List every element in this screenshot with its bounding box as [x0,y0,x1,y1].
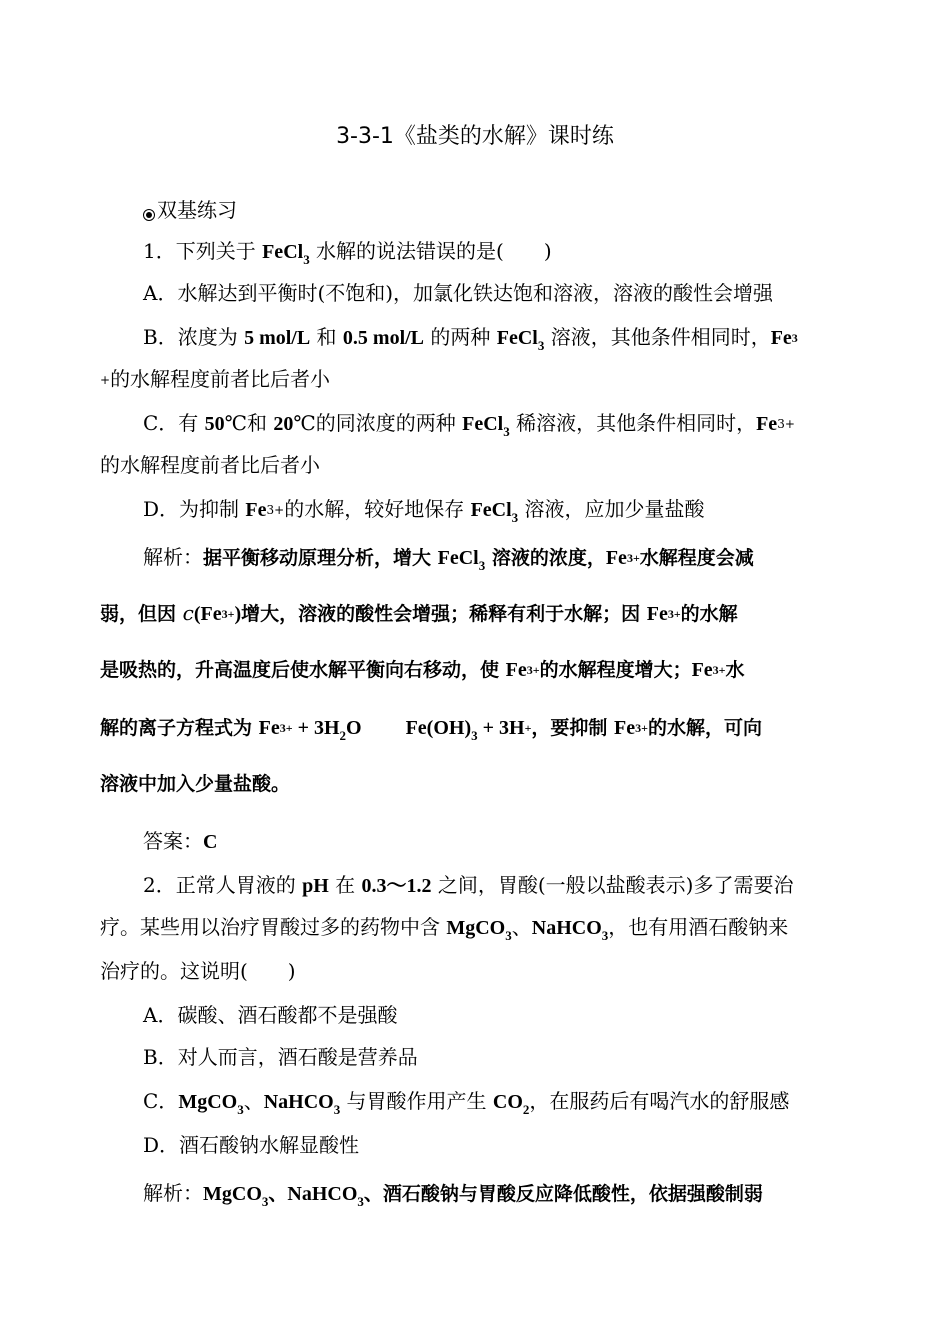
q1-explanation-line-2: 弱，但因 c(Fe3+)增大，溶液的酸性会增强；稀释有利于水解；因 Fe3+的水解 [100,601,738,625]
q1-option-b-cont: +的水解程度前者比后者小 [100,367,331,391]
q1-option-b: B．浓度为 5 mol/L 和 0.5 mol/L 的两种 FeCl$_3$ 溶液，其他条件相同时，Fe3 [143,325,798,353]
q1-option-c-cont: 的水解程度前者比后者小 [100,453,320,477]
q2-stem-line-3: 治疗的。这说明( ) [100,959,296,983]
q1-explanation-line-3: 是吸热的，升高温度后使水解平衡向右移动，使 Fe3+的水解程度增大；Fe3+水 [100,659,745,681]
radio-bullet-icon [143,209,155,221]
page-title: 3-3-1《盐类的水解》课时练 [336,124,614,149]
q1-explanation-line-5: 溶液中加入少量盐酸。 [100,773,291,795]
q2-option-d: D．酒石酸钠水解显酸性 [143,1133,360,1157]
q1-explanation-line-4: 解的离子方程式为 $Fe3+ + 3H_2O$ $Fe(OH)_3 + 3H+$，要抑制 Fe3+的水解，可向 [100,717,762,743]
q2-option-c: C．MgCO$_3$、NaHCO$_3$ 与胃酸作用产生 $CO_2$，在服药后有喝汽水的舒服感 [143,1089,790,1117]
q2-option-b: B．对人而言，酒石酸是营养品 [143,1045,418,1069]
q1-option-d: D．为抑制 Fe3+的水解，较好地保存 FeCl$_3$ 溶液，应加少量盐酸 [143,497,705,525]
q2-explanation-line-1: 解析：MgCO$_3$、NaHCO$_3$、酒石酸钠与胃酸反应降低酸性，依据强酸制弱 [143,1181,763,1209]
q1-answer: 答案：C [143,829,218,853]
q2-stem-line-1: 2．正常人胃液的 pH 在 0.3～1.2 之间，胃酸(一般以盐酸表示)多了需要治 [143,873,794,897]
q2-option-a: A．碳酸、酒石酸都不是强酸 [143,1003,398,1027]
q2-stem-line-2: 疗。某些用以治疗胃酸过多的药物中含 MgCO$_3$、NaHCO$_3$，也有用酒石酸钠来 [100,915,789,943]
q1-stem: 1．下列关于 FeCl$_3$ 水解的说法错误的是( ) [143,239,552,267]
q1-explanation-line-1: 解析：据平衡移动原理分析，增大 FeCl$_3$ 溶液的浓度，Fe3+水解程度会减 [143,545,754,573]
section-heading: 双基练习 [143,195,860,225]
q1-option-c: C．有 50℃和 20℃的同浓度的两种 FeCl$_3$ 稀溶液，其他条件相同时，Fe3+ [143,411,795,439]
q1-option-a: A．水解达到平衡时(不饱和)，加氯化铁达饱和溶液，溶液的酸性会增强 [143,281,774,305]
